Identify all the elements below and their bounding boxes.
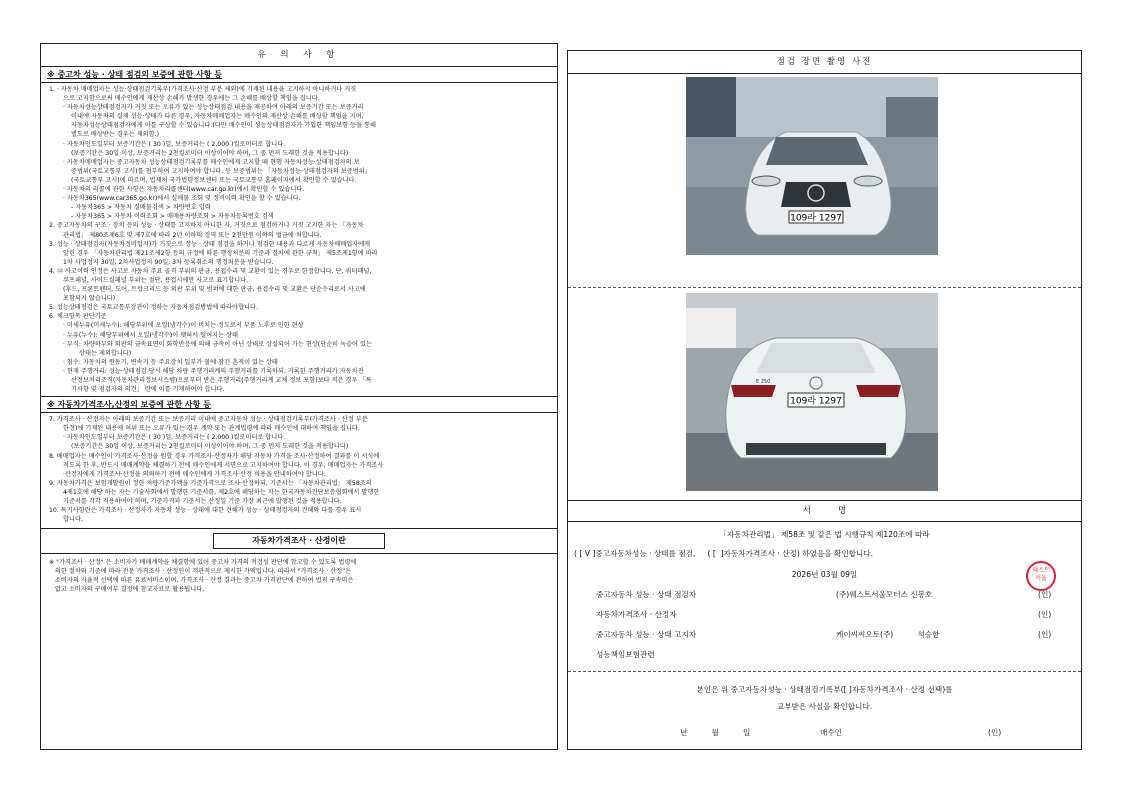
section1-title: ※ 중고차 성능 · 상태 점검의 보증에 관한 사항 등 [41, 67, 557, 83]
notice-line: 4. ⑫ 사고이력 인정은 사고로 자동차 주요 골격 부위의 판금, 용접수리 및 교환이 있는 경우로 한정합니다. 단, 쿼터패널, [49, 267, 372, 275]
price-box-line: 없고 소비자의 구매여부 결정에 참고자료로 활용됩니다. [49, 586, 205, 594]
price-box [41, 528, 557, 598]
model-badge: E 250 [756, 379, 771, 385]
front-photo [686, 77, 938, 255]
rear-photo [686, 293, 938, 491]
signer-seal: (인) [1038, 610, 1052, 619]
confirm-line: ( [ V ]중고자동차성능 · 상태를 점검, ( [ ]자동차가격조사 · 산정) 하였음을 확인합니다. [574, 549, 874, 558]
notice-line: (보증기간은 30일 이상, 보증거리는 2천킬로미터 이상이어야 하며, 그 중 먼저 도래한 것을 적용합니다) [71, 443, 349, 451]
notice-line: 포함되지 않습니다) [63, 295, 116, 303]
notice-line: 기사항 및 점검자의 의견」 란에 이를 기재하여야 합니다. [71, 386, 225, 394]
notice-line: 자동차성능상태점검자에게 이를 구상할 수 있습니다.(다만 매수인이 성능상태점검자가 가입한 책임보험 등을 통해 [71, 122, 376, 130]
notice-line: · 미세누유(미세누수): 해당부위에 오일(냉각수)이 비치는 정도로서 부품 노후로 인한 현상 [63, 322, 304, 330]
notice-line: 9. 자동차가격은 보험개발원이 정한 차량기준가액을 기준가격으로 조사·산정하되, 기준서는 「자동차관리법」 제58조의 [49, 479, 372, 487]
notice-line: (국토교통부 고시)에 따르며, 법제처 국가법령정보센터 또는 국토교통부 홈페이지에서 확인할 수 있습니다. [71, 176, 357, 184]
buyer-label: 매수인 [820, 728, 843, 737]
law-line: 「자동차관리법」 제58조 및 같은 법 시행규칙 제120조에 따라 [719, 530, 930, 539]
notice-line: · 부식: 차량하부와 외판의 금속표면이 화학반응에 의해 금속이 아닌 상태로 상실되어 가는 현상(단순히 녹슬어 있는 [63, 340, 372, 348]
notice-line: 관리법」 제80조제6호 및 제7호에 따라 2년 이하의 징역 또는 2천만원 이하의 벌금에 처합니다. [63, 231, 322, 239]
notice-line: 알린 경우 「자동차관리법 제21조제2항 등의 규정에 따른 행정처분의 기준과 절차에 관한 규칙」 제5조제1항에 따라 [63, 249, 378, 257]
section2-title: ※ 자동차가격조사,산정의 보증에 관한 사항 등 [41, 396, 557, 413]
price-box-body [41, 553, 557, 598]
notice-line: · 자동차인도일부터 보증기간은 ( 30 )일, 보증거리는 ( 2,000 )킬로미터로 합니다. [63, 434, 286, 442]
signer-seal: (인) [1038, 630, 1052, 639]
front-plate: 109라 1297 [790, 213, 842, 224]
signer-label: 성능책임보험관련 [596, 650, 655, 659]
price-box-line: 소비자의 자율적 선택에 따른 유료서비스이며, 가격조사 · 산정 결과는 중고차 가격판단에 관하여 법적 구속력은 [49, 577, 354, 585]
signer-label: 중고자동차 성능 · 상태 점검자 [596, 590, 697, 599]
notice-line: · 자동차성능상태점검자가 거짓 또는 오류가 있는 성능상태점검 내용을 제공하여 아래의 보증기간 또는 보증거리 [63, 104, 364, 112]
receipt-date: 년 월 일 [680, 728, 751, 737]
notice-line: 10. 특기사항란은 가격조사 · 산정자가 자동차 성능 · 상태에 대한 견해가 성능 · 상태점검자의 견해와 다를 경우 표시 [49, 507, 362, 515]
notice-line: · 자동차매매업자는 중고자동차 성능상태점검기록부를 매수인에게 고지할 때 현행 자동차성능·상태점검자의 보 [63, 158, 360, 166]
signer-label: 자동차가격조사 · 산정자 [596, 610, 677, 619]
price-box-title: 자동차가격조사 · 산정이란 [213, 533, 385, 549]
signer-name: (주)웨스트서울모터스 신봉호 [836, 590, 933, 599]
divider [568, 671, 1081, 672]
notice-line: · 누유(누수): 해당부위에서 오일(냉각수)이 맺혀서 떨어지는 상태 [63, 331, 238, 339]
notice-line: 증범위(국토교통부 고시)를 첨부하여 고지하여야 합니다. 등 보증범위는 「자동차성능·상태점검자의 보증범위」 [71, 167, 371, 175]
section2-body [41, 413, 557, 524]
notice-line: 상태는 제외합니다) [79, 349, 132, 357]
photo-title: 점검 장면 촬영 사진 [568, 51, 1081, 74]
notice-line: (보증기간은 30일 이상, 보증거리는 2천킬로미터 이상이어야 하며, 그 중 먼저 도래한 것을 적용합니다) [71, 149, 349, 157]
notice-line: · 자동차365(www.car365.go.kr)에서 실매물 조회 및 정비이력 확인을 할 수 있습니다. [63, 195, 301, 203]
notice-line: 1. · 자동차 매매업자는 성능·상태점검기록부(가격조사·산정 부분 제외)에 기재된 내용을 고지하지 아니하거나 거짓 [49, 86, 357, 93]
signer-name: 케이씨씨오토(주) 석승한 [836, 630, 940, 639]
section1-body [41, 83, 557, 394]
receipt-line1: 본인은 위 중고자동차성능 · 상태점검기록부([ ]자동차가격조사 · 산정 선택)를 [696, 685, 953, 694]
notice-line: · 자동차의 리콜에 관한 사항은 자동차리콜센터(www.car.go.kr)에서 확인할 수 있습니다. [63, 186, 305, 194]
notice-title: 유 의 사 항 [41, 44, 557, 67]
signer-label: 중고자동차 성능 · 상태 고지자 [596, 630, 697, 639]
notice-line: 8. 매매업자는 매수인이 가격조사·산정을 원할 경우 가격조사·산정자가 해당 자동차 가격을 조사·산정하여 결과를 이 서식에 [49, 452, 380, 460]
notice-line: 으로 고지함으로써 매수인에게 재산상 손해가 발생한 경우에는 그 손해를 배상할 책임을 집니다. [63, 95, 320, 103]
notice-panel [40, 43, 558, 750]
price-box-line: 의한 절차와 기준에 따라 전문 가격조사 · 산정인이 객관적으로 제시한 가액입니다. 따라서 "가격조사 · 산정"은 [49, 568, 352, 576]
notice-line: 4제1호에 해당 하는 자는 기술사회에서 발행한 기준서를, 제2호에 해당하는 자는 한국자동차진단보증협회에서 발행한 [63, 488, 380, 496]
photo-sign-panel [567, 50, 1082, 750]
company-seal-stamp: 웨스트 서울 [1026, 561, 1056, 591]
notice-line: - 자동차365 > 자동차 실매물검색 > 차량번호 입력 [71, 204, 211, 212]
sign-title: 서 명 [568, 500, 1081, 522]
notice-line: 별도로 배상받는 경우는 제외함.) [71, 131, 159, 139]
notice-line: 루프패널, 사이드실패널 부위는 절단, 용접시에만 사고로 표기합니다. [63, 276, 249, 284]
notice-line: · 침수: 자동차의 원동기, 변속기 등 주요장치 일부가 물에 잠긴 흔적이 있는 상태 [63, 358, 278, 366]
notice-line: · 현재 주행거리: 성능·상태점검 당시 해당 차량 주행거리계의 주행거리를 기록하되, 기록한 주행거리가 자동차전 [63, 367, 364, 375]
buyer-seal: (인) [988, 728, 1002, 737]
divider [568, 287, 1081, 288]
notice-line: 한정)에 기재된 내용에 허위 또는 오류가 있는 경우 계약 또는 관계법령에 따라 매수인에 대하여 책임을 집니다. [63, 425, 360, 433]
notice-line: ·산정자에게 가격조사·산정을 의뢰하기 전에 매수인에게 가격조사·산정 비용을 안내하여야 합니다. [63, 470, 326, 478]
notice-line: 1차 사업정지 30일, 2차사업정지 90일, 3차 등록취소의 행정처분을 받습니다. [63, 258, 274, 266]
notice-line: (후드, 프론트펜더, 도어, 트렁크리드 등 외판 부위 및 범퍼에 대한 판금, 용접수리 및 교환은 단순수리로서 사고에 [63, 286, 366, 294]
price-box-line: ※ "가격조사 · 산정" 은 소비자가 매매계약을 체결함에 있어 중고차 가격의 적정성 판단에 참고할 수 있도록 법령에 [49, 559, 357, 567]
notice-line: - 자동차365 > 자동차 이력조회 > 매매용차량조회 > 자동차등록번호 검색 [71, 213, 274, 221]
notice-line: 합니다. [63, 516, 83, 524]
notice-line: 적도록 한 후, 반드시 매매계약을 체결하기 전에 매수인에게 서면으로 고지하여야 합니다. 이 경우, 매매업자는 가격조사 [63, 461, 384, 469]
notice-line: · 자동차인도일부터 보증기간은 ( 30 )일, 보증거리는 ( 2,000 )킬로미터로 합니다. [63, 140, 286, 148]
notice-line: 기준서를 각각 적용하여야 하며, 기준가격과 기준서는 산정일 기준 가장 최근에 발행된 것을 적용합니다. [63, 498, 342, 506]
sign-date: 2026년 03월 09일 [791, 570, 858, 579]
rear-plate: 109라 1297 [790, 396, 842, 407]
notice-line: 7. 가격조사 · 산정자는 아래의 보증기간 또는 보증거리 이내에 중고자동차 성능 · 상태점검기록부(가격조사 · 산정 부분 [49, 416, 368, 424]
notice-line: 3. 성능 · 상태점검자(자동차정비업자)가 거짓으로 성능 · 상태 점검을 하거나 점검한 내용과 다르게 자동차매매업자에게 [49, 240, 371, 248]
notice-line: 2. 중고자동차의 구조 · 장치 등의 성능 · 상태를 고지하지 아니한 자, 거짓으로 점검하거나 거짓 고지한 자는 「자동차 [49, 222, 364, 230]
notice-line: 6. 체크항목 판단기준 [49, 313, 107, 321]
notice-line: 이내에 자동차의 실제 성능·상태가 다른 경우, 자동차매매업자는 매수인의 재산상 손해를 배상할 책임을 지며, [71, 113, 364, 121]
notice-line: 5. 성능상태점검은 국토교통부장관이 정하는 자동차점검방법에 따라야합니다. [49, 304, 258, 312]
notice-line: 산정보처리조직(자동차관리정보시스템)으로부터 받은 주행거리(주행거리계 교체 정보 포함)보다 적은 경우 「특 [71, 377, 372, 384]
receipt-line2: 교부받은 사실을 확인합니다. [776, 702, 873, 711]
signer-seal: (인) [1038, 590, 1052, 599]
